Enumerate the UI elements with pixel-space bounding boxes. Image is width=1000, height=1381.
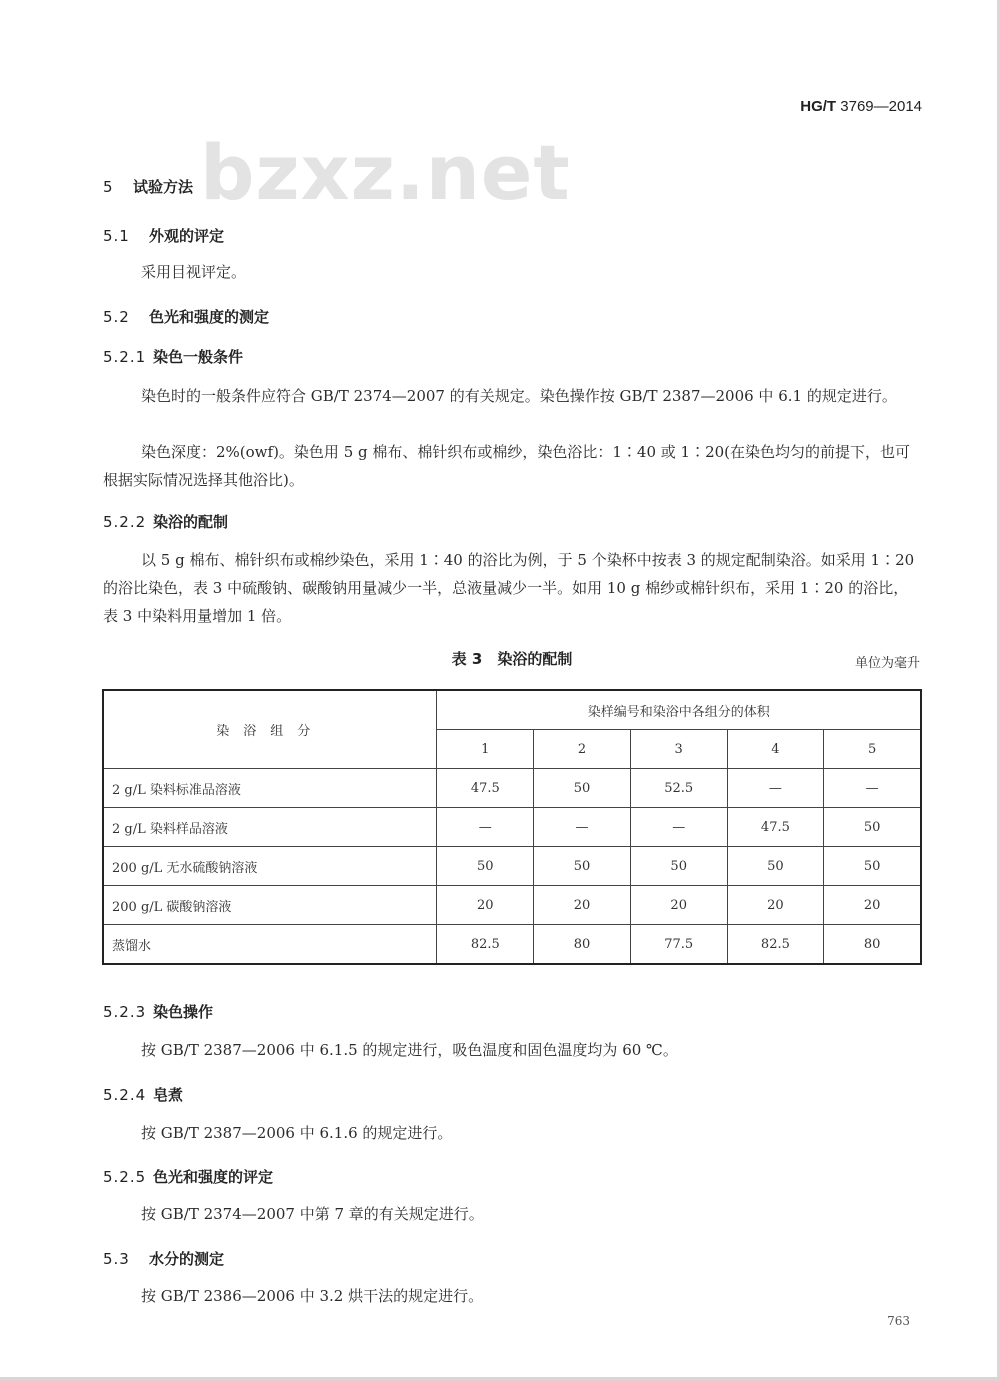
value-cell: 47.5 <box>727 808 824 847</box>
watermark: bzxz.net <box>200 128 571 217</box>
section-title: 试验方法 <box>133 178 194 196</box>
value-cell: 50 <box>824 808 921 847</box>
value-cell: 80 <box>824 925 921 965</box>
section-number: 5 <box>103 178 114 196</box>
value-cell: 20 <box>534 886 631 925</box>
section-5-2-5-body: 按 GB/T 2374—2007 中第 7 章的有关规定进行。 <box>141 1205 484 1223</box>
value-cell: — <box>824 769 921 808</box>
column-header: 2 <box>534 730 631 769</box>
component-cell: 200 g/L 无水硫酸钠溶液 <box>103 847 437 886</box>
value-cell: — <box>630 808 727 847</box>
value-cell: — <box>534 808 631 847</box>
section-5-heading <box>103 176 193 197</box>
section-title: 染浴的配制 <box>153 513 229 531</box>
value-cell: 50 <box>630 847 727 886</box>
column-header: 4 <box>727 730 824 769</box>
dye-bath-table <box>102 689 922 965</box>
section-5-2-2-body: 以 5 g 棉布、棉针织布或棉纱染色，采用 1∶40 的浴比为例，于 5 个染杯中按表 3 的规定配制染浴。如采用 1∶20 的浴比染色，表 3 中硫酸钠、碳酸钠用量减少一半，总液量减少一半。如用 10 g 棉纱或棉针织布，采用 1∶20 的浴比，表 3 中染料用量增加 1 倍。 <box>103 551 915 625</box>
section-5-2-4-heading <box>103 1084 183 1105</box>
section-5-1-body: 采用目视评定。 <box>141 263 247 281</box>
column-header: 5 <box>824 730 921 769</box>
value-cell: 82.5 <box>727 925 824 965</box>
section-title: 色光和强度的评定 <box>153 1168 274 1186</box>
standard-code-prefix: HG/T <box>800 98 837 115</box>
section-5-1-heading <box>103 225 224 246</box>
section-title: 色光和强度的测定 <box>149 308 270 326</box>
table-caption: 表 3 染浴的配制 <box>451 650 573 668</box>
value-cell: 77.5 <box>630 925 727 965</box>
section-number: 5.2.2 <box>103 513 147 531</box>
value-cell: 52.5 <box>630 769 727 808</box>
value-cell: 50 <box>824 847 921 886</box>
value-cell: 20 <box>824 886 921 925</box>
component-cell: 2 g/L 染料样品溶液 <box>103 808 437 847</box>
section-5-2-1-paragraph-1: 染色时的一般条件应符合 GB/T 2374—2007 的有关规定。染色操作按 GB/T 2387—2006 中 6.1 的规定进行。 <box>141 387 897 405</box>
value-cell: 50 <box>727 847 824 886</box>
component-cell: 蒸馏水 <box>103 925 437 965</box>
section-5-2-1-paragraph-2: 染色深度：2%(owf)。染色用 5 g 棉布、棉针织布或棉纱，染色浴比：1∶40 或 1∶20(在染色均匀的前提下，也可根据实际情况选择其他浴比)。 <box>103 443 911 489</box>
section-number: 5.2.1 <box>103 348 147 366</box>
section-number: 5.2.5 <box>103 1168 147 1186</box>
table-row <box>103 769 921 808</box>
section-5-2-heading <box>103 306 269 327</box>
section-number: 5.2.4 <box>103 1086 147 1104</box>
section-number: 5.1 <box>103 227 130 245</box>
section-5-2-3-body: 按 GB/T 2387—2006 中 6.1.5 的规定进行，吸色温度和固色温度均为 60 ℃。 <box>141 1041 678 1059</box>
section-number: 5.2.3 <box>103 1003 147 1021</box>
value-cell: — <box>727 769 824 808</box>
table-row <box>103 925 921 965</box>
component-header: 染浴组分 <box>103 690 437 769</box>
table-row <box>103 808 921 847</box>
section-title: 皂煮 <box>153 1086 184 1104</box>
section-title: 水分的测定 <box>149 1250 225 1268</box>
component-cell: 200 g/L 碳酸钠溶液 <box>103 886 437 925</box>
value-cell: 20 <box>437 886 534 925</box>
page-edge-bottom <box>0 1377 1000 1381</box>
value-cell: 20 <box>630 886 727 925</box>
table-row <box>103 847 921 886</box>
group-header: 染样编号和染浴中各组分的体积 <box>437 690 921 730</box>
value-cell: 50 <box>437 847 534 886</box>
column-header: 1 <box>437 730 534 769</box>
section-5-3-body: 按 GB/T 2386—2006 中 3.2 烘干法的规定进行。 <box>141 1287 484 1305</box>
section-5-2-1-heading <box>103 346 243 367</box>
section-title: 染色操作 <box>153 1003 214 1021</box>
section-title: 染色一般条件 <box>153 348 244 366</box>
value-cell: 47.5 <box>437 769 534 808</box>
section-5-2-2-heading <box>103 511 228 532</box>
value-cell: 50 <box>534 847 631 886</box>
column-header: 3 <box>630 730 727 769</box>
value-cell: 20 <box>727 886 824 925</box>
section-5-3-heading <box>103 1248 224 1269</box>
section-number: 5.2 <box>103 308 130 326</box>
value-cell: 50 <box>534 769 631 808</box>
section-5-2-5-heading <box>103 1166 273 1187</box>
standard-code <box>800 98 922 115</box>
table-row <box>103 886 921 925</box>
section-5-2-4-body: 按 GB/T 2387—2006 中 6.1.6 的规定进行。 <box>141 1124 453 1142</box>
value-cell: 82.5 <box>437 925 534 965</box>
value-cell: 80 <box>534 925 631 965</box>
table-unit: 单位为毫升 <box>854 656 920 671</box>
section-title: 外观的评定 <box>149 227 225 245</box>
page-number: 763 <box>887 1314 910 1328</box>
value-cell: — <box>437 808 534 847</box>
standard-code-number: 3769—2014 <box>836 98 922 115</box>
component-cell: 2 g/L 染料标准品溶液 <box>103 769 437 808</box>
section-5-2-3-heading <box>103 1001 213 1022</box>
section-number: 5.3 <box>103 1250 130 1268</box>
